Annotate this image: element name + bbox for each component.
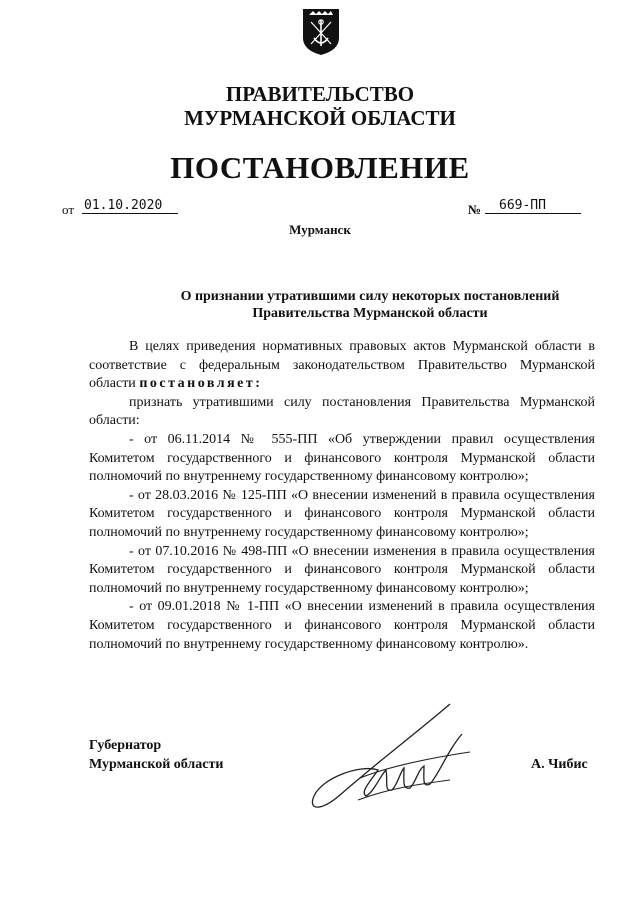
signer-position-line1: Губернатор (89, 738, 162, 753)
intro-paragraph (89, 338, 595, 394)
list-item: - от 06.11.2014 № 555-ПП «Об утверждении правил осуществления Комитетом государственного и финансового контроля Мурманской области полномочий по внутреннему государственному финансовому контролю»; (89, 431, 595, 485)
government-title-line1: ПРАВИТЕЛЬСТВО (225, 82, 415, 106)
declare-paragraph: признать утратившими силу постановления Правительства Мурманской области: (89, 394, 595, 429)
intro-text: В целях приведения нормативных правовых актов Мурманской области в соответствие с федеральным законодательством Правительство Мурманской области (89, 339, 595, 392)
number-prefix: № (468, 202, 482, 217)
city-name: Мурманск (289, 222, 351, 237)
signer-name: А. Чибис (531, 757, 588, 772)
coat-of-arms-icon (302, 8, 340, 56)
document-body (89, 338, 595, 654)
signature-icon (300, 700, 480, 820)
subject-line1: О признании утратившими силу некоторых постановлений (180, 289, 560, 304)
signer-position-line2: Мурманской области (89, 757, 224, 772)
list-item: - от 28.03.2016 № 125-ПП «О внесении изменений в правила осуществления Комитетом государственного и финансового контроля Мурманской области полномочий по внутреннему государственному финансовому контролю»; (89, 487, 595, 540)
list-item: - от 09.01.2018 № 1-ПП «О внесении изменений в правила осуществления Комитетом государственного и финансового контроля Мурманской области полномочий по внутреннему государственному финансовому контролю». (89, 599, 595, 652)
list-item: - от 07.10.2016 № 498-ПП «О внесении изменения в правила осуществления Комитетом государственного и финансового контроля Мурманской области полномочий по внутреннему государственному финансовому контролю»; (89, 543, 595, 596)
resolves-word: постановляет: (139, 376, 263, 392)
document-number: 669-ПП (485, 198, 581, 214)
document-type-title: ПОСТАНОВЛЕНИЕ (170, 150, 470, 185)
date-prefix: от (62, 202, 75, 217)
subject-line2: Правительства Мурманской области (252, 306, 488, 321)
government-title-line2: МУРМАНСКОЙ ОБЛАСТИ (184, 106, 456, 130)
document-date: 01.10.2020 (82, 198, 178, 214)
